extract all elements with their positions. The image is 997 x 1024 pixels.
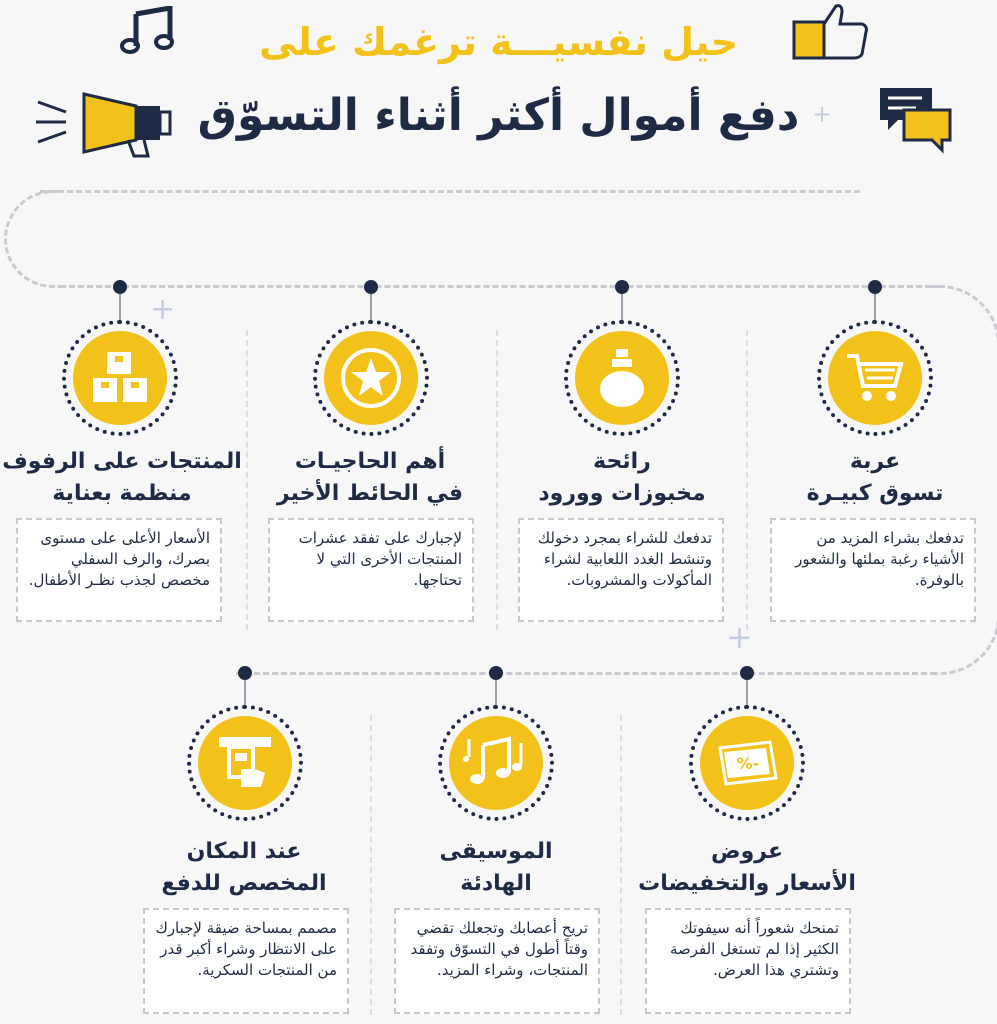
- plus-decoration: +: [150, 292, 176, 327]
- discount-tag-icon: [714, 738, 780, 788]
- timeline-dot: [489, 666, 503, 680]
- card-icon-ring: [689, 705, 805, 821]
- timeline-dot: [740, 666, 754, 680]
- perfume-bottle-icon: [596, 347, 648, 409]
- shopping-cart-icon: [845, 352, 905, 404]
- separator: [246, 330, 248, 630]
- card-title: المنتجات على الرفوف منظمة بعناية: [2, 449, 242, 506]
- card-title: عروض الأسعار والتخفيضات: [638, 839, 856, 896]
- separator: [370, 715, 372, 1015]
- separator: [496, 330, 498, 630]
- card-icon-ring: [564, 320, 680, 436]
- path-top: [40, 190, 860, 193]
- plus-decoration: +: [726, 618, 753, 656]
- separator: [620, 715, 622, 1015]
- card-title: الموسيقى الهادئة: [439, 839, 553, 896]
- card-description: لإجبارك على تفقد عشرات المنتجات الأخرى التي لا تحتاجها.: [268, 518, 474, 622]
- timeline-dot: [615, 280, 629, 294]
- card-payment-icon: [215, 733, 275, 793]
- connector-line: [495, 680, 497, 708]
- card-icon-ring: [62, 320, 178, 436]
- card-icon-ring: [313, 320, 429, 436]
- card-icon-ring: [187, 705, 303, 821]
- music-notes-icon: [463, 735, 529, 791]
- card-icon-ring: [438, 705, 554, 821]
- card-description: تدفعك للشراء بمجرد دخولك وتنشط الغدد اللعابية لشراء المأكولات والمشروبات.: [518, 518, 724, 622]
- card-title: أهم الحاجيـات في الحائط الأخير: [276, 449, 464, 506]
- boxes-icon: [89, 350, 151, 406]
- timeline-dot: [238, 666, 252, 680]
- card-title: عند المكان المخصص للدفع: [161, 839, 327, 896]
- separator: [746, 330, 748, 630]
- card-description: تريح أعصابك وتجعلك تقضي وقتاً أطول في التسوّق وتفقد المنتجات، وشراء المزيد.: [394, 908, 600, 1014]
- title-line-2: دفع أموال أكثر أثناء التسوّق: [197, 90, 800, 141]
- card-title: عربة تسوق كبيـرة: [806, 449, 944, 506]
- card-description: الأسعار الأعلى على مستوى بصرك، والرف السفلي مخصص لجذب نظـر الأطفال.: [16, 518, 222, 622]
- path-left-curve: [4, 190, 64, 288]
- connector-line: [244, 680, 246, 708]
- card-description: تدفعك بشراء المزيد من الأشياء رغبة بملئها والشعور بالوفرة.: [770, 518, 976, 622]
- timeline-dot: [364, 280, 378, 294]
- title-line-1: حيل نفسيـــة ترغمك على: [259, 20, 738, 64]
- connector-line: [746, 680, 748, 708]
- timeline-dot: [868, 280, 882, 294]
- star-icon: [339, 346, 403, 410]
- card-description: مصمم بمساحة ضيقة لإجبارك على الانتظار وشراء أكبر قدر من المنتجات السكرية.: [143, 908, 349, 1014]
- card-icon-ring: [817, 320, 933, 436]
- path-row2: [236, 672, 936, 675]
- plus-decoration: +: [812, 100, 833, 128]
- card-title: رائحة مخبوزات وورود: [538, 449, 706, 506]
- card-description: تمنحك شعوراً أنه سيفوتك الكثير إذا لم تستغل الفرصة وتشتري هذا العرض.: [645, 908, 851, 1014]
- timeline-dot: [113, 280, 127, 294]
- svg-text:-%: -%: [736, 754, 760, 773]
- path-row1: [60, 285, 940, 288]
